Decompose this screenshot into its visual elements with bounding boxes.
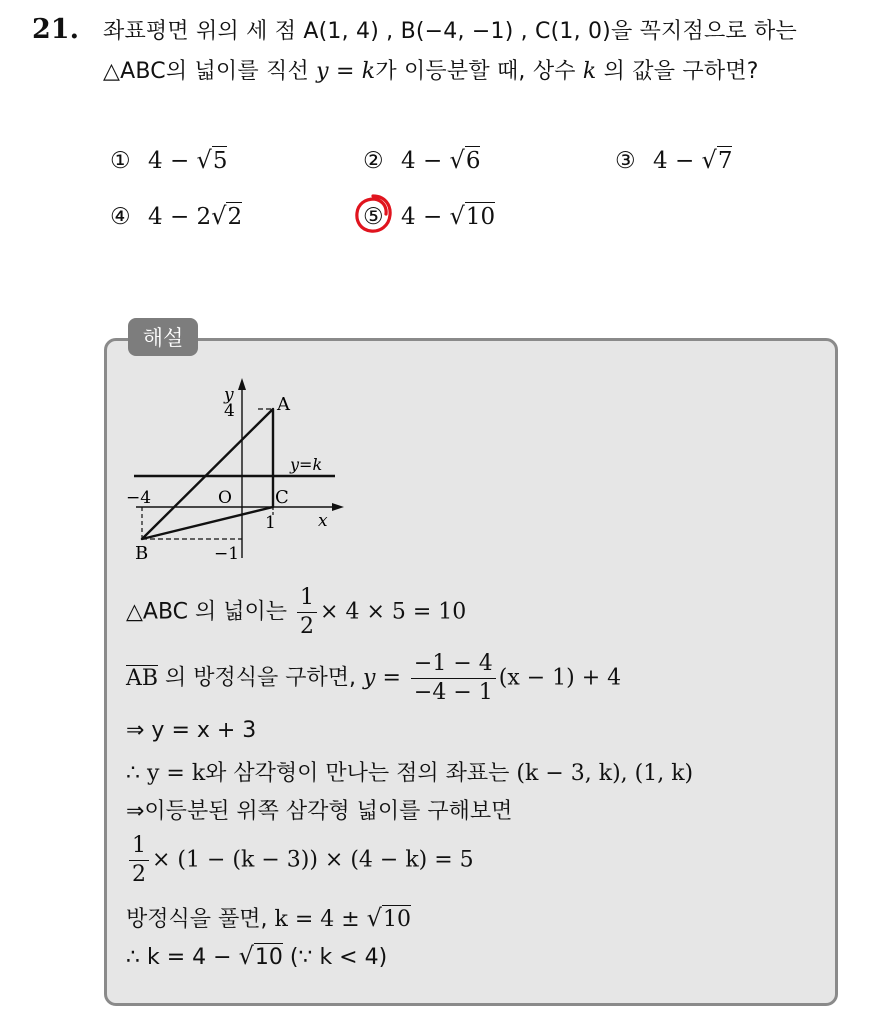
solution-line-2-frac-bottom: −4 − 1 [413,680,493,705]
segment-ab: AB [126,665,159,691]
sqrt-icon: √ [196,146,212,174]
sqrt-icon: √ [701,146,717,174]
question-line-2-b: 가 이등분할 때, 상수 [375,59,583,84]
solution-line-4-b: 와 삼각형이 만나는 점의 좌표는 [205,761,517,786]
solution-line-7-b: k = 4 ± [274,907,367,932]
point-label-b: B [135,543,149,564]
choice-2-number: ② [363,148,384,174]
choice-3-number: ③ [615,148,636,174]
solution-line-2-a: 의 방정식을 구하면, [158,665,364,691]
solution-line-2-frac-top: −1 − 4 [411,650,496,679]
solution-line-1-frac-bottom: 2 [300,614,315,639]
sqrt-icon: √ [238,942,254,970]
solution-line-1 [126,584,466,641]
solution-line-6 [126,832,474,889]
question-line-2 [103,54,759,85]
solution-line-2-y: y = [363,665,408,691]
sqrt-icon: √ [449,202,465,230]
solution-line-6-b: × (1 − (k − 3)) × (4 − k) = 5 [152,847,474,873]
sqrt-icon: √ [211,202,227,230]
x-axis-label: x [318,511,328,531]
triangle-abc [142,409,273,539]
solution-line-8-a: ∴ k = 4 − [126,945,239,970]
choice-1[interactable] [110,146,227,174]
answer-mark-icon [352,193,394,235]
solution-line-8 [126,942,387,970]
solution-line-8-b: (∵ k < 4) [282,945,388,970]
choice-4-lead: 4 − 2 [148,204,212,230]
question-line-2-eq: y = k [316,59,376,84]
solution-line-7 [126,902,411,933]
question-line-2-k: k [582,59,597,84]
choice-2[interactable] [363,146,480,174]
solution-line-2-b: (x − 1) + 4 [498,665,622,691]
choice-5-number: ⑤ [363,204,384,230]
solution-tag: 해설 [128,318,198,356]
choice-1-radicand: 5 [212,148,228,174]
point-label-a: A [277,394,290,415]
sqrt-icon: √ [449,146,465,174]
tick-label-neg4: −4 [126,488,152,508]
choice-1-number: ① [110,148,131,174]
solution-line-4-c: (k − 3, k), (1, k) [516,761,694,786]
sqrt-icon: √ [366,904,382,932]
x-axis-arrow-icon [332,503,344,511]
solution-line-1-b: × 4 × 5 = 10 [320,599,467,625]
origin-label: O [218,488,232,508]
choice-3-lead: 4 − [653,148,702,174]
choice-5-lead: 4 − [401,204,450,230]
choice-4[interactable] [110,202,242,230]
solution-line-4 [126,756,693,787]
solution-line-3: ⇒ y = x + 3 [126,718,257,743]
solution-line-7-a: 방정식을 풀면, [126,907,275,932]
choice-3[interactable] [615,146,732,174]
question-line-1: 좌표평면 위의 세 점 A(1, 4) , B(−4, −1) , C(1, 0)을 꼭지점으로 하는 [103,19,797,44]
solution-line-2 [126,650,621,707]
question-number: 21. [32,14,79,45]
choice-2-lead: 4 − [401,148,450,174]
coordinate-graph [120,376,360,566]
choice-1-lead: 4 − [148,148,197,174]
choice-3-radicand: 7 [717,148,733,174]
y-axis-arrow-icon [238,378,246,390]
solution-line-7-radicand: 10 [382,907,411,932]
solution-line-1-a: △ABC 의 넓이는 [126,599,295,625]
point-label-c: C [275,487,289,508]
solution-line-5: ⇒이등분된 위쪽 삼각형 넓이를 구해보면 [126,799,513,824]
solution-line-6-frac-top: 1 [129,832,149,861]
question-line-2-a: △ABC의 넓이를 직선 [103,59,317,84]
choice-4-number: ④ [110,204,131,230]
question-line-2-c: 의 값을 구하면? [596,59,759,84]
tick-label-4: 4 [224,401,235,421]
y-axis-label: y [224,385,234,405]
solution-line-1-frac-top: 1 [297,584,317,613]
solution-line-8-radicand: 10 [254,945,283,970]
choice-5-radicand: 10 [465,204,496,230]
line-label-y-equals-k: y=k [290,455,323,474]
choice-4-radicand: 2 [227,204,243,230]
solution-line-4-a: ∴ y = k [126,761,206,786]
tick-label-neg1: −1 [214,544,240,564]
solution-line-6-frac-bottom: 2 [132,862,146,887]
tick-label-1: 1 [265,513,276,533]
choice-2-radicand: 6 [465,148,481,174]
